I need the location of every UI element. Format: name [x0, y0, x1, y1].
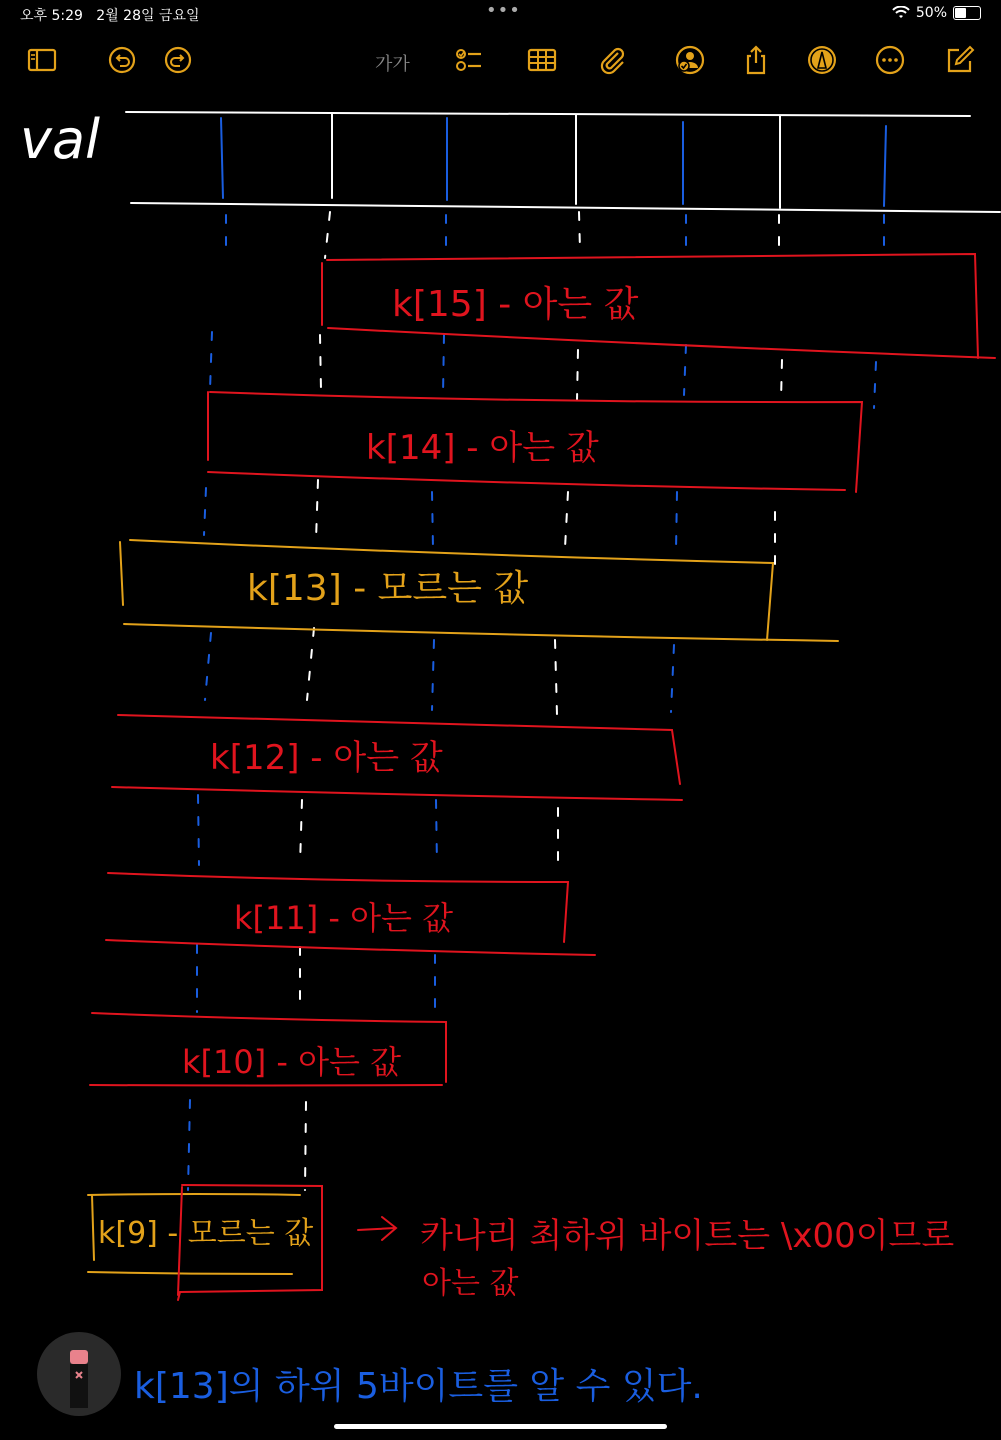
block-label-k12: k[12] - 아는 값 — [210, 738, 443, 778]
annotation-line2: 아는 값 — [422, 1266, 519, 1301]
conclusion-text: k[13]의 하위 5바이트를 알 수 있다. — [134, 1366, 703, 1407]
block-label-k14: k[14] - 아는 값 — [366, 428, 599, 468]
home-indicator[interactable] — [334, 1424, 667, 1429]
pencil-eraser-icon — [37, 1332, 121, 1416]
multitask-dots[interactable]: ••• — [486, 0, 521, 21]
val-label: val — [20, 108, 101, 171]
format-button[interactable]: 가가 — [375, 54, 410, 75]
block-label-k13: k[13] - 모르는 값 — [247, 568, 529, 609]
block-label-k11: k[11] - 아는 값 — [234, 899, 454, 937]
status-time: 오후 5:29 2월 28일 금요일 — [20, 8, 200, 24]
battery-percent: 50% — [915, 5, 947, 21]
block-label-k15: k[15] - 아는 값 — [392, 284, 639, 325]
annotation-line1: 카나리 최하위 바이트는 \x00이므로 — [420, 1216, 955, 1256]
block-label-k10: k[10] - 아는 값 — [182, 1043, 402, 1081]
pencil-tool-button[interactable] — [37, 1332, 121, 1416]
block-label-k9: k[9] - 모르는 값 — [98, 1216, 314, 1251]
